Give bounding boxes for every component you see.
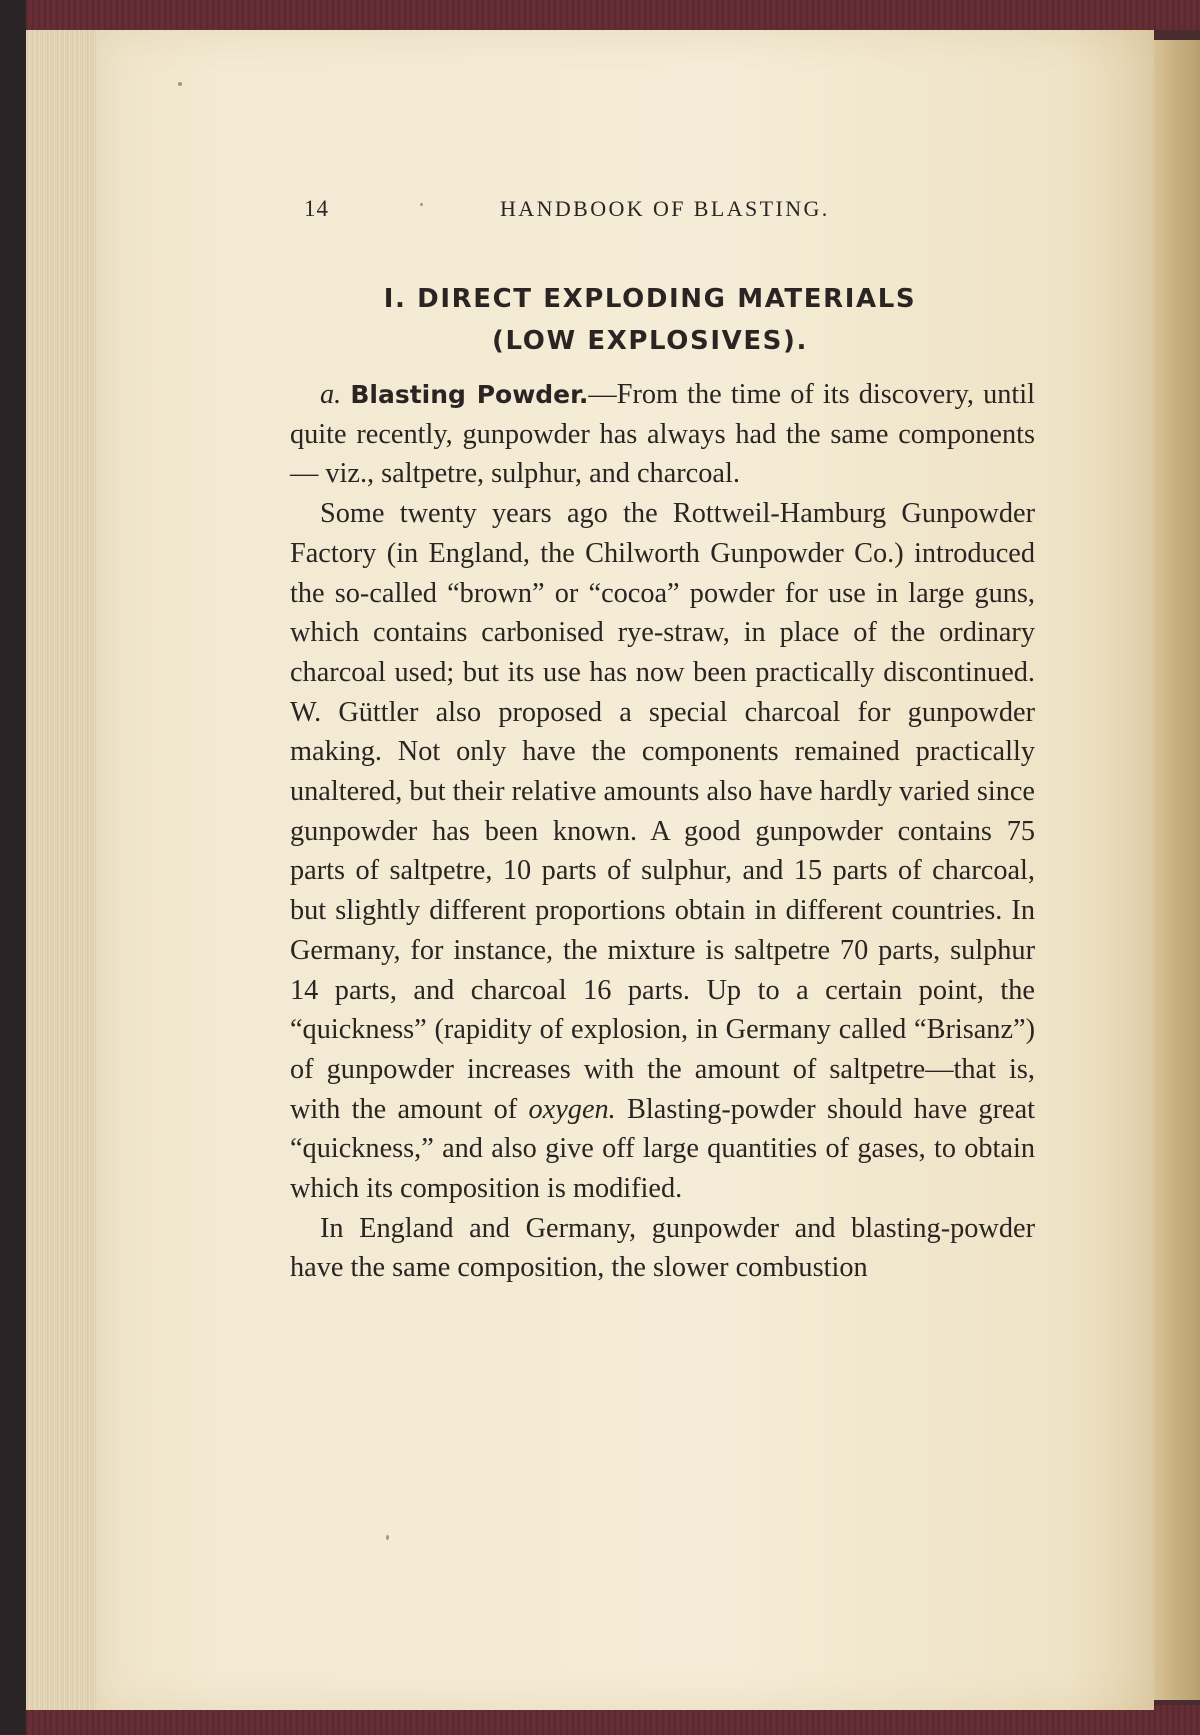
paragraph-blasting-powder xyxy=(290,375,1035,494)
page-number: 14 xyxy=(304,196,329,221)
paragraph-history xyxy=(290,494,1035,1209)
paragraph-text: In England and Germany, gunpowder and blasting-powder have the same composition, the slower combustion xyxy=(290,1212,1035,1284)
left-page-stack xyxy=(26,30,97,1710)
subsection-letter: a. xyxy=(320,379,342,410)
paragraph-text: —From the time of its discovery, until quite recently, gunpowder has always had the same components — viz., saltpetre, sulphur, and charcoal. xyxy=(290,379,1036,490)
paragraph-text: Blasting-powder should have great “quickness,” and also give off large quantities of gases, to obtain which its composition is modified. xyxy=(290,1093,1035,1205)
body-text xyxy=(290,375,1035,1288)
section-heading-line2: (LOW EXPLOSIVES). xyxy=(492,326,808,356)
running-head-title: HANDBOOK OF BLASTING. xyxy=(500,196,830,221)
running-head xyxy=(0,196,1200,236)
page-speck xyxy=(178,82,182,86)
subsection-title: Blasting Powder. xyxy=(350,380,589,409)
page-speck xyxy=(386,1535,389,1540)
right-page-stack xyxy=(1150,40,1200,1700)
cover-top-edge xyxy=(0,0,1200,30)
section-heading xyxy=(280,278,1020,362)
section-heading-line1: I. DIRECT EXPLODING MATERIALS xyxy=(383,284,917,314)
paragraph-text: Some twenty years ago the Rottweil-Hamburg Gunpowder Factory (in England, the Chilworth Gunpowder Co.) introduced the so-called “brown” or “cocoa” powder for use in large guns, which contains carbonised rye-straw, in place of the ordinary charcoal used; but its use has now been practically discontinued. W. Güttler also proposed a special charcoal for gunpowder making. Not only have the components remained practically unaltered, but their relative amounts also have hardly varied since gunpowder has been known. A good gunpowder contains 75 parts of saltpetre, 10 parts of sulphur, and 15 parts of charcoal, but slightly different proportions obtain in different countries. In Germany, for instance, the mixture is saltpetre 70 parts, sulphur 14 parts, and charcoal 16 parts. Up to a certain point, the “quickness” (rapidity of explosion, in Germany called “Brisanz”) of gunpowder increases with the amount of saltpetre—that is, with the amount of xyxy=(290,498,1035,1125)
emphasis-text: oxygen. xyxy=(528,1093,616,1125)
book-spine xyxy=(0,0,26,1735)
paragraph-england-germany xyxy=(290,1209,1035,1288)
